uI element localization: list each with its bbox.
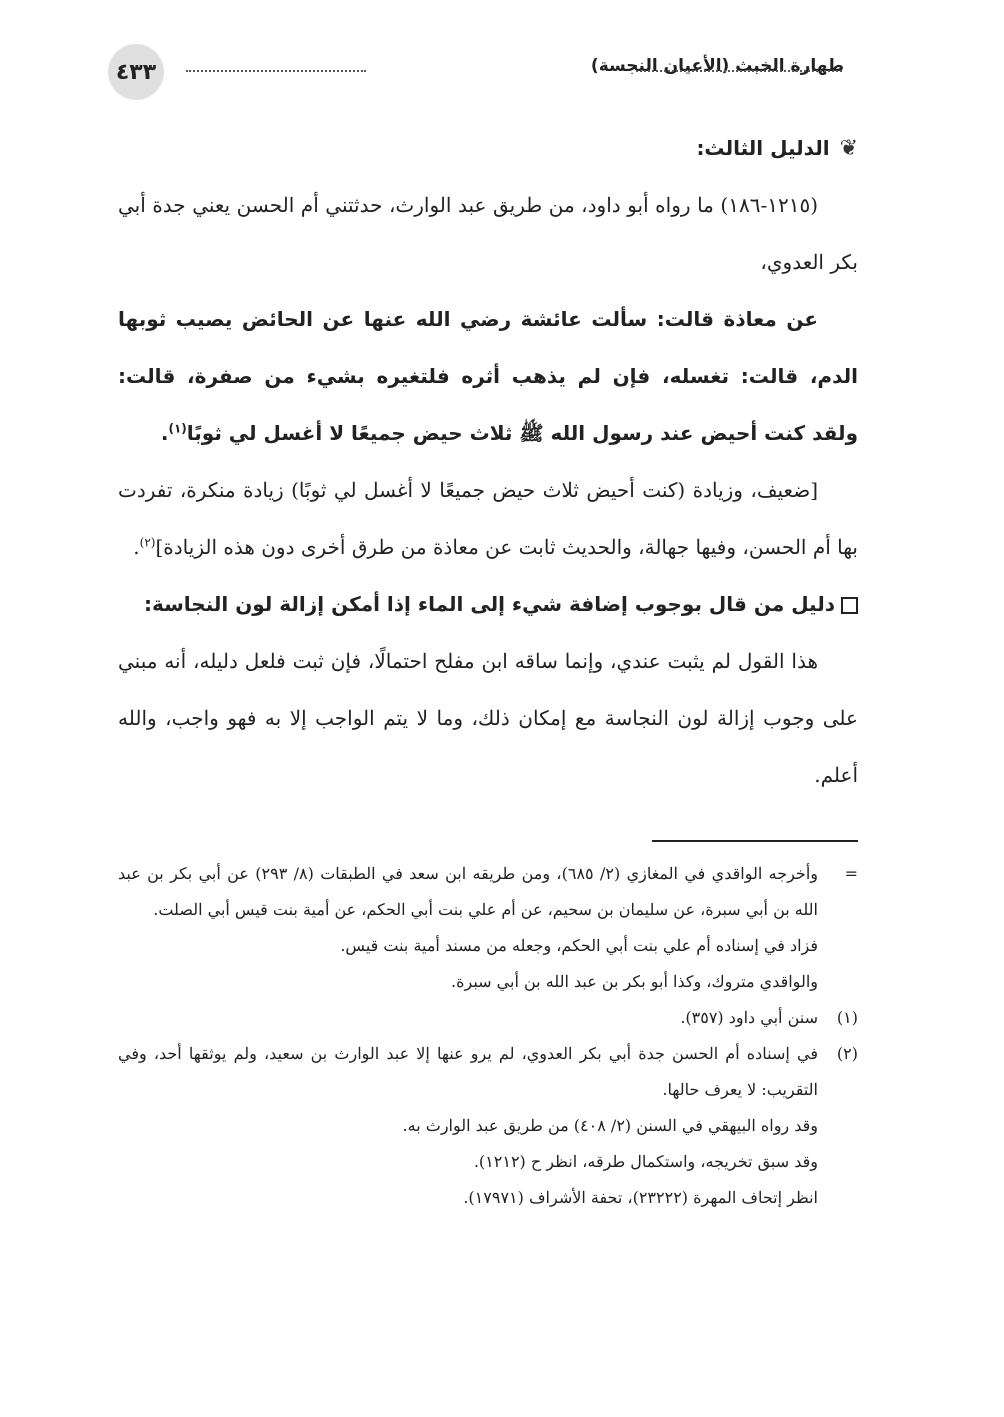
footnote-1 <box>118 1000 858 1036</box>
section-heading-text: دليل من قال بوجوب إضافة شيء إلى الماء إذا أمكن إزالة لون النجاسة: <box>143 592 835 616</box>
page-number: ٤٣٣ <box>108 44 164 100</box>
footnote-2-text: في إسناده أم الحسن جدة أبي بكر العدوي، لم يرو عنها إلا عبد الوارث بن سعيد، ولم يوثقها أحد، وفي التقريب: لا يعرف حالها. <box>118 1044 818 1099</box>
heading-third-evidence <box>118 120 858 177</box>
footnote-2-mark: (٢) <box>836 1044 858 1063</box>
running-title: طهارة الخبث (الأعيان النجسة) <box>590 56 844 76</box>
footnote-2-line3: وقد سبق تخريجه، واستكمال طرقه، انظر ح (١٢١٢). <box>473 1152 818 1171</box>
hadith-chain-paragraph: (١٢١٥-١٨٦) ما رواه أبو داود، من طريق عبد الوارث، حدثتني أم الحسن يعني جدة أبي بكر العدوي، <box>118 193 858 274</box>
footnote-continued-text: وأخرجه الواقدي في المغازي (٢/ ٦٨٥)، ومن طريقه ابن سعد في الطبقات (٨/ ٢٩٣) عن أبي بكر بن عبد الله بن أبي سبرة، عن سليمان بن سحيم، عن أم علي بنت أبي الحكم، عن أمية بنت قيس أبي الصلت. <box>118 864 818 919</box>
heading-third-evidence-text: الدليل الثالث: <box>696 136 830 160</box>
footnote-ref-1: (١) <box>168 421 187 436</box>
footnote-2-line2: وقد رواه البيهقي في السنن (٢/ ٤٠٨) من طريق عبد الوارث به. <box>402 1116 818 1135</box>
header-dots-left <box>186 70 366 72</box>
footnote-2 <box>118 1036 858 1108</box>
grading-body: [ضعيف، وزيادة (كنت أحيض ثلاث حيض جميعًا لا أغسل لي ثوبًا) زيادة منكرة، تفردت بها أم الحسن، وفيها جهالة، والحديث ثابت عن معاذة من طرق أخرى دون هذه الزيادة] <box>118 478 858 559</box>
main-text <box>118 120 858 804</box>
footnote-1-mark: (١) <box>836 1008 858 1027</box>
footnote-2-line4: انظر إتحاف المهرة (٢٣٢٢٢)، تحفة الأشراف (١٧٩٧١). <box>463 1188 818 1207</box>
hadith-text: عن معاذة قالت: سألت عائشة رضي الله عنها عن الحائض يصيب ثوبها الدم، قالت: تغسله، فإن لم يذهب أثره فلتغيره بشيء من صفرة، قالت: ولقد كنت أحيض عند رسول الله ﷺ ثلاث حيض جميعًا لا أغسل لي ثوبًا$^{(١)}$. <box>118 307 858 445</box>
conclusion-paragraph: هذا القول لم يثبت عندي، وإنما ساقه ابن مفلح احتمالًا، فإن ثبت فلعل دليله، أنه مبني على وجوب إزالة لون النجاسة مع إمكان ذلك، وما لا يتم الواجب إلا به فهو واجب، والله أعلم. <box>118 649 858 787</box>
footnote-1-text: سنن أبي داود (٣٥٧). <box>680 1008 818 1027</box>
footnotes <box>118 856 858 1216</box>
footnote-continued-mark: = <box>844 864 858 883</box>
footnote-continued <box>118 856 858 928</box>
header-dots-right <box>636 70 842 72</box>
section-heading <box>118 576 858 633</box>
footnote-continued-line2: فزاد في إسناده أم علي بنت أبي الحكم، وجعله من مسند أمية بنت قيس. <box>340 936 818 955</box>
footnote-continued-line3: والواقدي متروك، وكذا أبو بكر بن عبد الله بن أبي سبرة. <box>451 972 818 991</box>
hadith-body: عن معاذة قالت: سألت عائشة رضي الله عنها عن الحائض يصيب ثوبها الدم، قالت: تغسله، فإن لم يذهب أثره فلتغيره بشيء من صفرة، قالت: ولقد كنت أحيض عند رسول الله ﷺ ثلاث حيض جميعًا لا أغسل لي ثوبًا <box>118 307 858 445</box>
grading-paragraph: [ضعيف، وزيادة (كنت أحيض ثلاث حيض جميعًا لا أغسل لي ثوبًا) زيادة منكرة، تفردت بها أم الحسن، وفيها جهالة، والحديث ثابت عن معاذة من طرق أخرى دون هذه الزيادة]$^{(٢)}$. <box>118 478 858 559</box>
leaf-ornament-icon: ❦ <box>839 136 858 161</box>
footnote-ref-2: (٢) <box>139 535 156 550</box>
footnote-separator <box>652 840 858 842</box>
square-bullet-icon <box>841 597 858 614</box>
